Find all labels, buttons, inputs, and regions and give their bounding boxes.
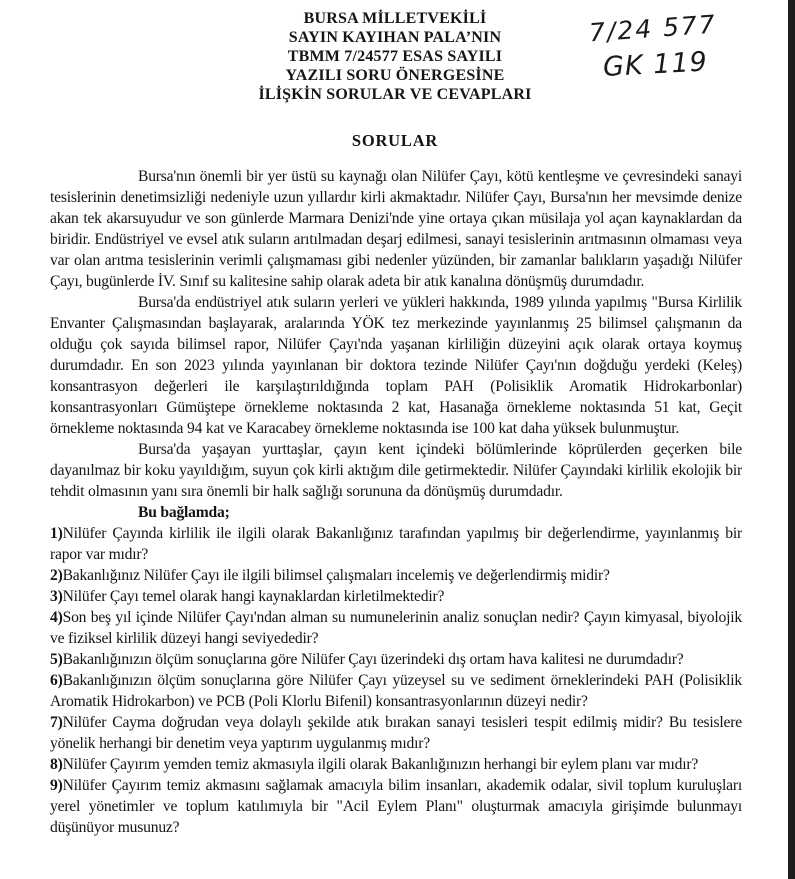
question-4-number: 4) bbox=[50, 609, 63, 626]
question-2 bbox=[50, 565, 742, 586]
question-7 bbox=[50, 712, 742, 754]
question-3-number: 3) bbox=[50, 588, 63, 605]
question-5-text: Bakanlığınızın ölçüm sonuçlarına göre Nilüfer Çayı üzerindeki dış ortam hava kalitesi ne durumdadır? bbox=[62, 651, 684, 668]
question-4-text: Son beş yıl içinde Nilüfer Çayı'ndan alman su numunelerinin analiz sonuçlan nedir? Çayın kimyasal, biyolojik ve fiziksel kirlilik düzeyi hangi seviyededir? bbox=[50, 609, 742, 647]
question-8-number: 8) bbox=[50, 756, 63, 773]
header-line-3: TBMM 7/24577 ESAS SAYILI bbox=[287, 48, 503, 65]
header-line-1: BURSA MİLLETVEKİLİ bbox=[303, 10, 487, 27]
handwritten-annotation bbox=[588, 9, 718, 83]
question-2-text: Bakanlığınız Nilüfer Çayı ile ilgili bilimsel çalışmaları incelemiş ve değerlendirmiş midir? bbox=[62, 567, 610, 584]
question-3-text: Nilüfer Çayı temel olarak hangi kaynaklardan kirletilmektedir? bbox=[62, 588, 445, 605]
question-9-text: Nilüfer Çayırım temiz akmasını sağlamak amacıyla bilim insanları, akademik odalar, sivil toplum kuruluşları yerel yönetimler ve toplum katılımıyla bir "Acil Eylem Planı" oluşturmak amacıyla girişimde bulunmayı düşünüyor musunuz? bbox=[50, 777, 742, 836]
question-7-text: Nilüfer Cayma doğrudan veya dolaylı şekilde atık bırakan sanayi tesisleri tespit edilmiş midir? Bu tesislere yönelik herhangi bir denetim veya yaptırım uygulanmış mıdır? bbox=[50, 714, 742, 752]
paragraph-3: Bursa'da yaşayan yurttaşlar, çayın kent içindeki bölümlerinde köprülerden geçerken bile dayanılmaz bir koku yayıldığım, suyun çok kirli aktığım dile getirmektedir. Nilüfer Çayındaki kirlilik ekolojik bir tehdit olmasının yanı sıra önemli bir halk sağlığı sorununa da dönüşmüş durumdadır. bbox=[50, 441, 742, 500]
question-9-number: 9) bbox=[50, 777, 63, 794]
section-title: SORULAR bbox=[351, 131, 439, 150]
paragraph-2: Bursa'da endüstriyel atık suların yerleri ve yükleri hakkında, 1989 yılında yapılmış "Bursa Kirlilik Envanter Çalışmasından başlayarak, aralarında YÖK tez merkezinde yayınlanmış 25 bilimsel çalışmanın da olduğu çok sayıda bilimsel rapor, Nilüfer Çayı'nda yaşanan kirliliğin düzeyini açık olarak ortaya koymuş durumdadır. En son 2023 yılında yayınlanan bir doktora tezinde Nilüfer Çayı'nın doğduğu yerdeki (Keleş) konsantrasyon değerleri ile karşılaştırıldığında toplam PAH (Polisiklik Aromatik Hidrokarbonlar) konsantrasyonları Gümüştepe örnekleme noktasında 2 kat, Hasanağa örnekleme noktasında 51 kat, Geçit örnekleme noktasında 94 kat ve Karacabey örnekleme noktasında ise 100 kat daha yüksek bulunmuştur. bbox=[50, 294, 742, 437]
header-line-2: SAYIN KAYIHAN PALA’NIN bbox=[288, 29, 502, 46]
question-4 bbox=[50, 607, 742, 649]
question-6 bbox=[50, 670, 742, 712]
handwritten-gk-number: GK 119 bbox=[602, 46, 709, 83]
paragraph-1: Bursa'nın önemli bir yer üstü su kaynağı olan Nilüfer Çayı, kötü kentleşme ve çevresindeki sanayi tesislerinin denetimsizliği nedeniyle uzun yıllardır kirli akmaktadır. Nilüfer Çayı, Bursa'nın her mevsimde denize akan tek akarsuyudur ve son günlerde Marmara Denizi'nde yine ortaya çıkan müsilaja yol açan kaynaklardan da biridir. Endüstriyel ve evsel atık suların arıtılmadan deşarj edilmesi, sanayi tesislerinin arıtmasının olmaması veya var olan arıtma tesislerinin verimli çalışmaması gibi nedenler yüzünden, bir zamanlar balıkların yaşadığı Nilüfer Çayı, bugünlerde İV. Sınıf su kalitesine sahip olarak adeta bir atık kanalına dönüşmüş durumdadır. bbox=[50, 168, 742, 290]
header-line-5: İLİŞKİN SORULAR VE CEVAPLARI bbox=[258, 86, 532, 103]
question-5-number: 5) bbox=[50, 651, 63, 668]
document-body bbox=[50, 166, 742, 838]
question-5 bbox=[50, 649, 742, 670]
context-label: Bu bağlamda; bbox=[138, 504, 230, 521]
question-1 bbox=[50, 523, 742, 565]
question-3 bbox=[50, 586, 742, 607]
question-8 bbox=[50, 754, 742, 775]
handwritten-ref-number: 7/24 577 bbox=[588, 9, 718, 48]
scan-edge-artifact bbox=[788, 0, 795, 879]
question-6-number: 6) bbox=[50, 672, 63, 689]
question-8-text: Nilüfer Çayırım yemden temiz akmasıyla ilgili olarak Bakanlığınızın herhangi bir eylem planı var mıdır? bbox=[62, 756, 699, 773]
question-7-number: 7) bbox=[50, 714, 63, 731]
question-1-number: 1) bbox=[50, 525, 63, 542]
question-6-text: Bakanlığınızın ölçüm sonuçlarına göre Nilüfer Çayı yüzeysel su ve sediment örneklerindeki PAH (Polisiklik Aromatik Hidrokarbon) ve PCB (Poli Klorlu Bifenil) konsantrasyonlarının düzeyi nedir? bbox=[50, 672, 742, 710]
question-2-number: 2) bbox=[50, 567, 63, 584]
question-9 bbox=[50, 775, 742, 838]
question-1-text: Nilüfer Çayında kirlilik ile ilgili olarak Bakanlığınız tarafından yapılmış bir değerlendirme, yayınlanmış bir rapor var mıdır? bbox=[50, 525, 742, 563]
header-line-4: YAZILI SORU ÖNERGESİNE bbox=[285, 67, 505, 84]
